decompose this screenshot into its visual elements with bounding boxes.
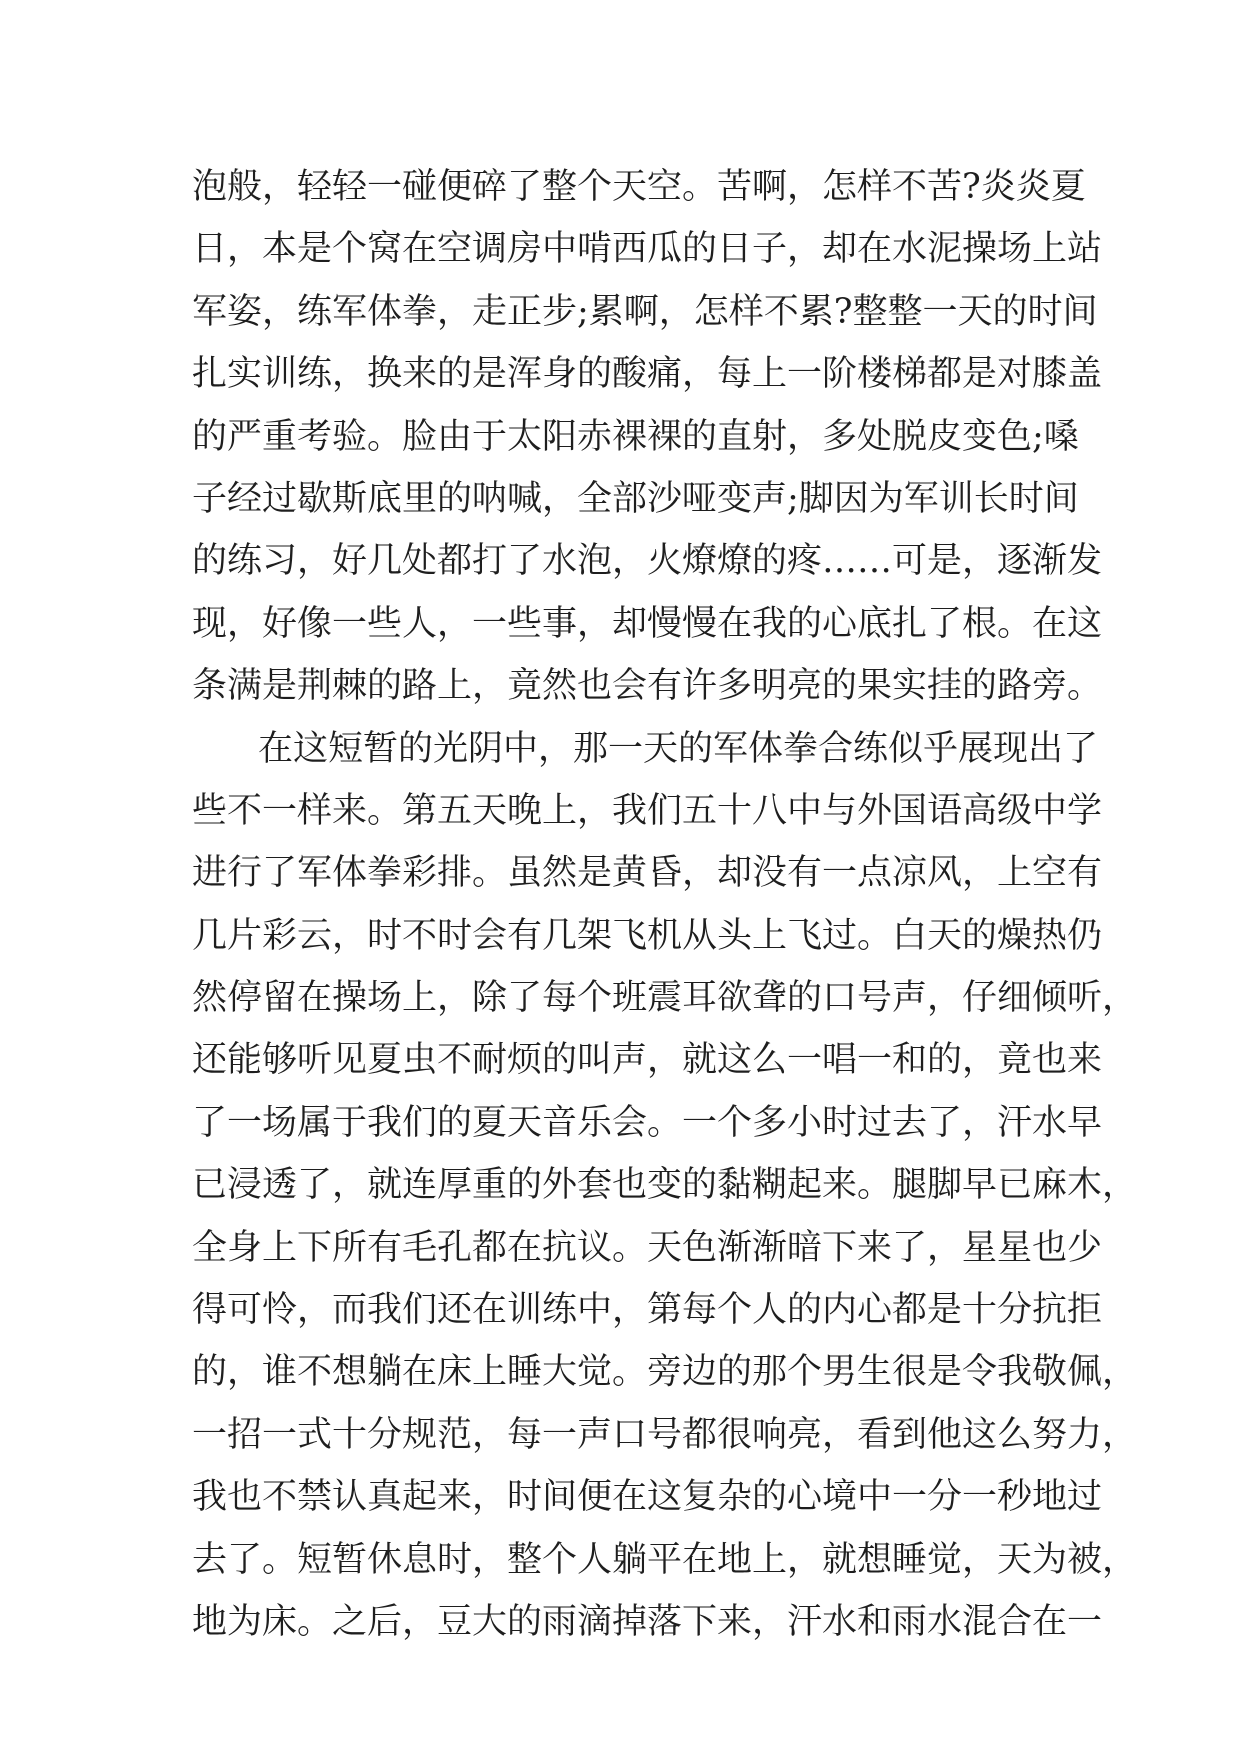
- text-line: 现，好像一些人，一些事，却慢慢在我的心底扎了根。在这: [192, 603, 1103, 644]
- text-line: 扎实训练，换来的是浑身的酸痛，每上一阶楼梯都是对膝盖: [192, 354, 1103, 395]
- text-line: 我也不禁认真起来，时间便在这复杂的心境中一分一秒地过: [192, 1477, 1103, 1518]
- text-line: 子经过歇斯底里的呐喊，全部沙哑变声;脚因为军训长时间: [192, 478, 1079, 519]
- text-line: 的严重考验。脸由于太阳赤裸裸的直射，多处脱皮变色;嗓: [192, 416, 1079, 457]
- text-line: 的练习，好几处都打了水泡，火燎燎的疼……可是，逐渐发: [192, 541, 1103, 582]
- text-line: 几片彩云，时不时会有几架飞机从头上飞过。白天的燥热仍: [192, 915, 1103, 956]
- text-line: 了一场属于我们的夏天音乐会。一个多小时过去了，汗水早: [192, 1102, 1103, 1143]
- text-line: 些不一样来。第五天晚上，我们五十八中与外国语高级中学: [192, 790, 1103, 831]
- text-line: 还能够听见夏虫不耐烦的叫声，就这么一唱一和的，竟也来: [192, 1040, 1103, 1081]
- text-line: 已浸透了，就连厚重的外套也变的黏糊起来。腿脚早已麻木，: [192, 1165, 1138, 1206]
- text-line: 条满是荆棘的路上，竟然也会有许多明亮的果实挂的路旁。: [192, 666, 1103, 707]
- text-line: 一招一式十分规范，每一声口号都很响亮，看到他这么努力，: [192, 1414, 1138, 1455]
- text-line: 得可怜，而我们还在训练中，第每个人的内心都是十分抗拒: [192, 1290, 1103, 1331]
- text-line: 然停留在操场上，除了每个班震耳欲聋的口号声，仔细倾听，: [192, 978, 1138, 1019]
- text-line: 去了。短暂休息时，整个人躺平在地上，就想睡觉，天为被，: [192, 1539, 1138, 1580]
- text-line: 泡般，轻轻一碰便碎了整个天空。苦啊，怎样不苦?炎炎夏: [192, 167, 1086, 207]
- text-line: 地为床。之后，豆大的雨滴掉落下来，汗水和雨水混合在一: [192, 1601, 1103, 1642]
- text-line: 军姿，练军体拳，走正步;累啊，怎样不累?整整一天的时间: [192, 291, 1098, 332]
- paragraph-first-line: 在这短暂的光阴中，那一天的军体拳合练似乎展现出了: [258, 728, 1099, 769]
- text-line: 的，谁不想躺在床上睡大觉。旁边的那个男生很是令我敬佩，: [192, 1352, 1138, 1393]
- text-line: 全身上下所有毛孔都在抗议。天色渐渐暗下来了，星星也少: [192, 1227, 1103, 1268]
- text-line: 进行了军体拳彩排。虽然是黄昏，却没有一点凉风，上空有: [192, 853, 1103, 894]
- body-text: [192, 156, 1138, 1653]
- text-line: 日，本是个窝在空调房中啃西瓜的日子，却在水泥操场上站: [192, 229, 1103, 270]
